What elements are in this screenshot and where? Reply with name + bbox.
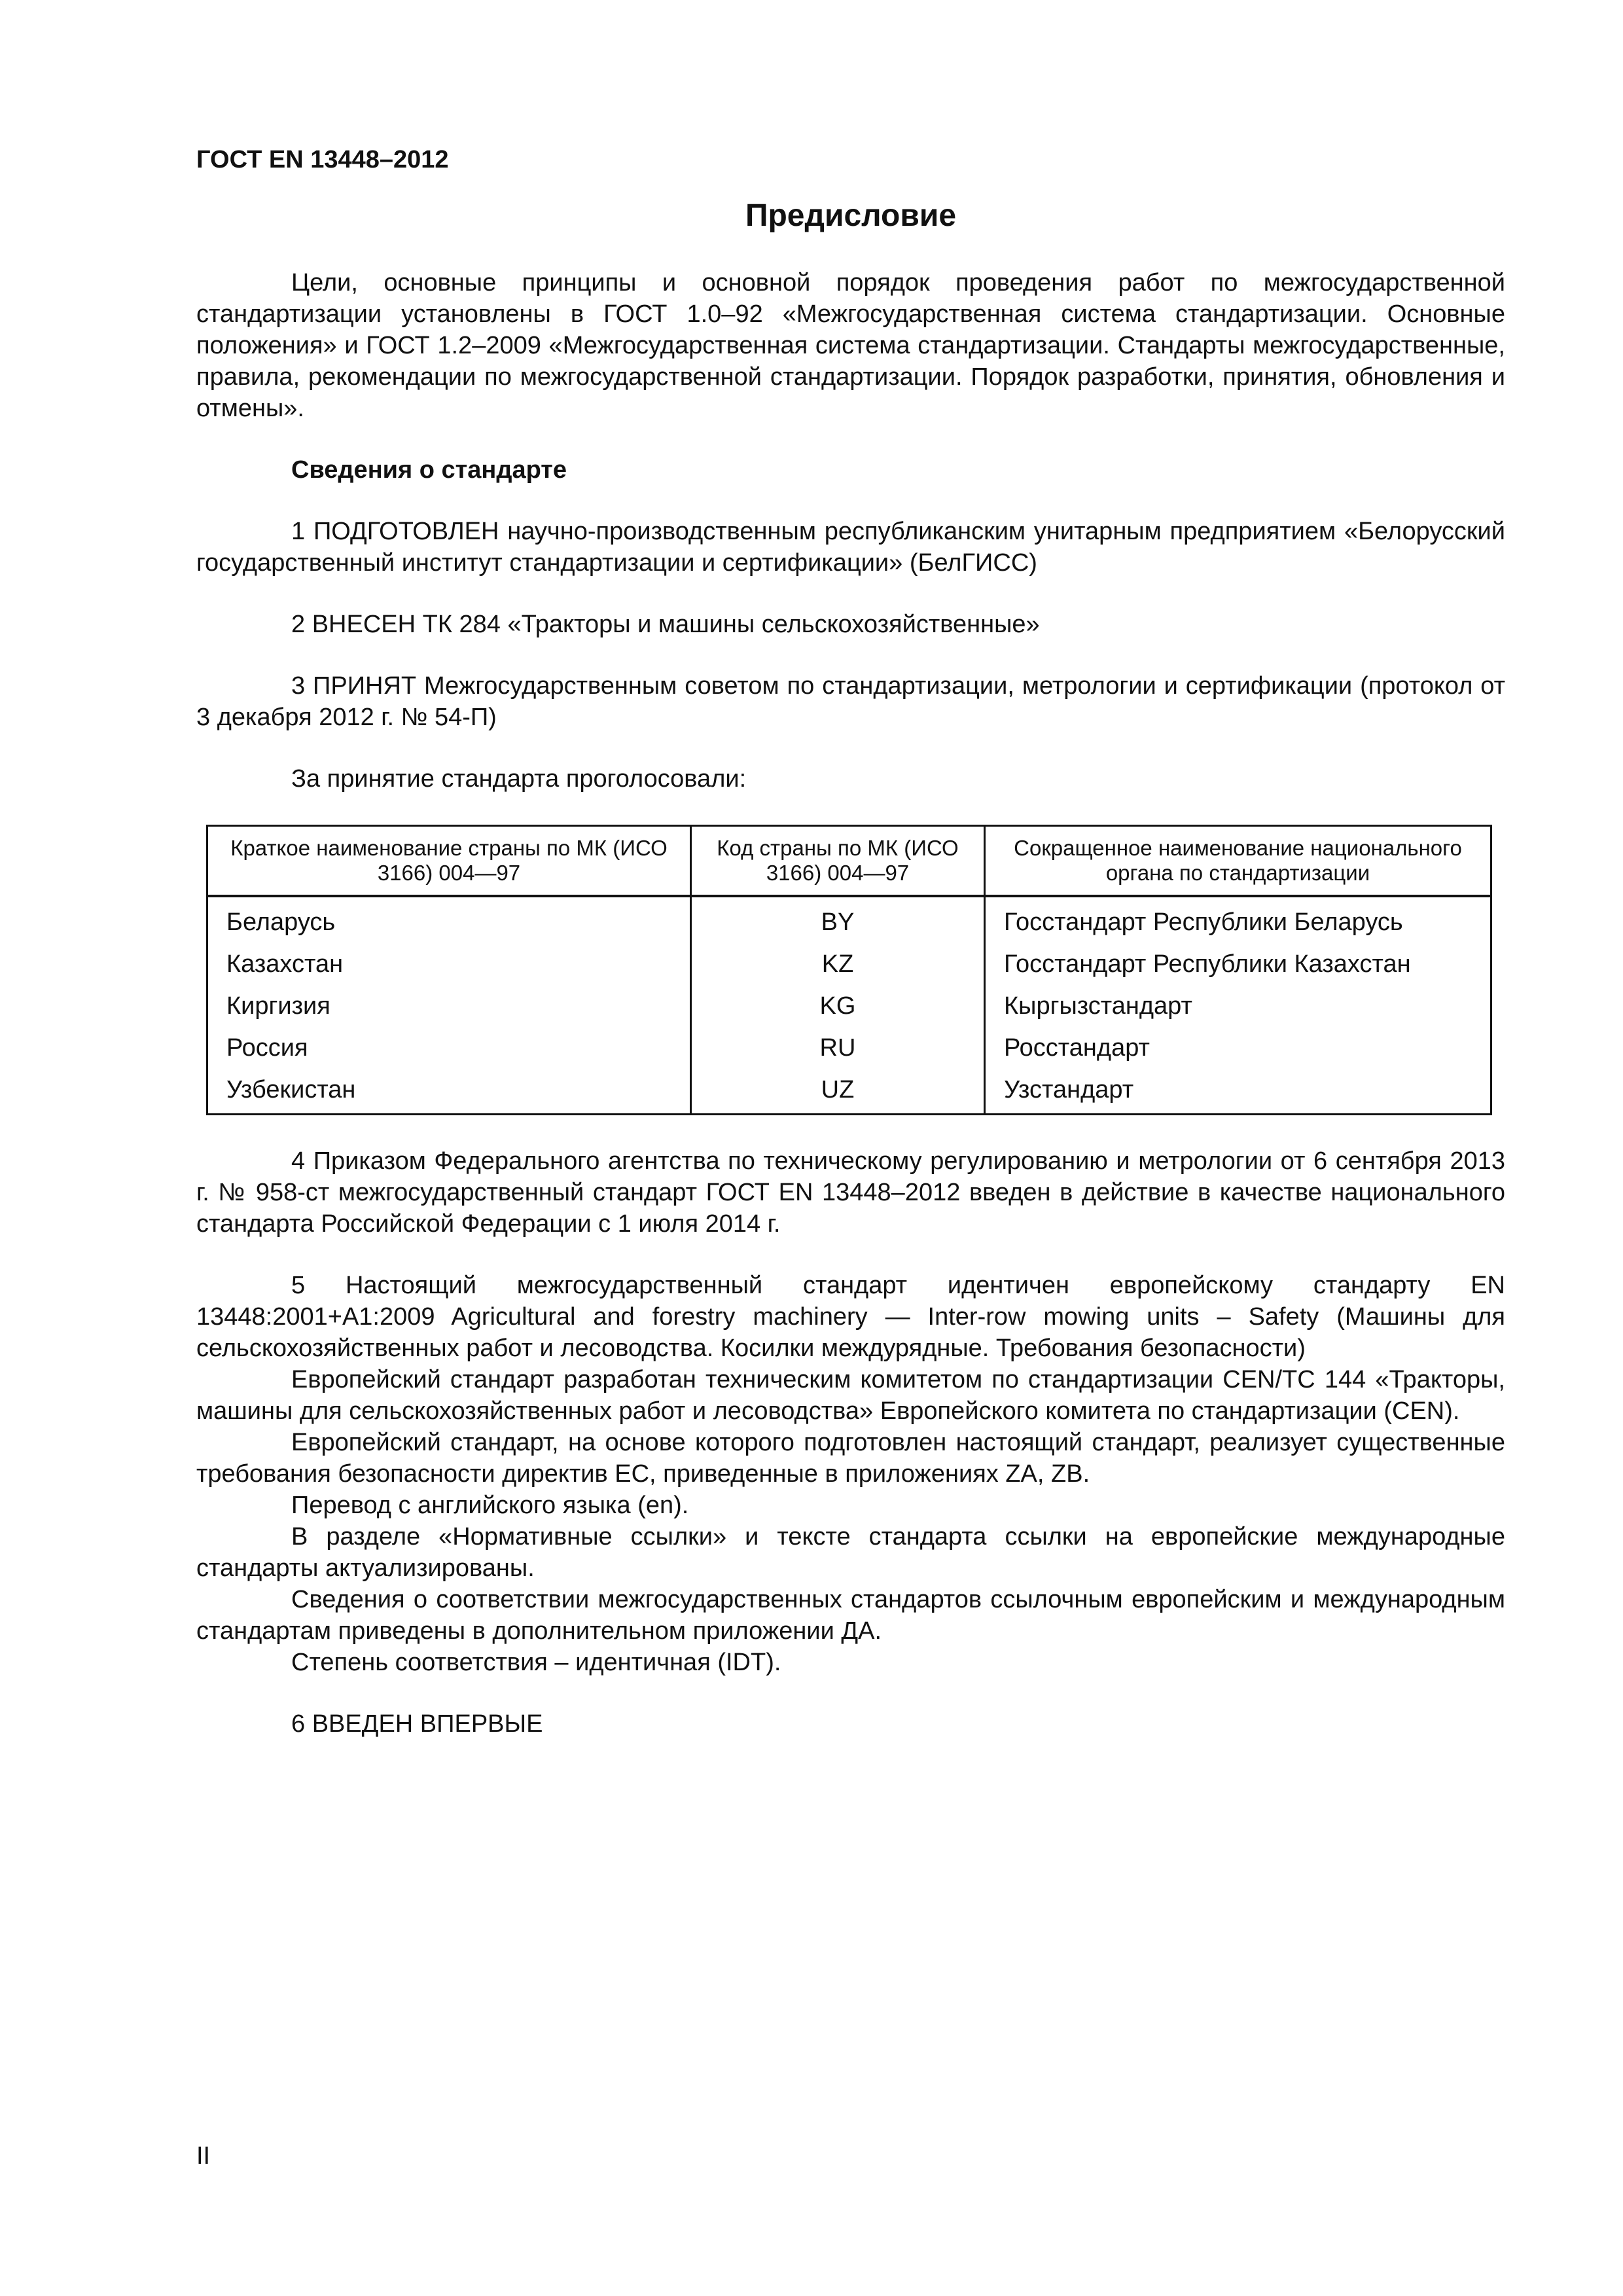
page-title: Предисловие — [745, 198, 957, 233]
table-header-row — [207, 826, 1491, 897]
item-5-paragraph-6: Сведения о соответствии межгосударственных стандартов ссылочным европейским и международным стандартам приведены в дополнительном приложении ДА. — [196, 1586, 1505, 1645]
cell-country: Казахстан — [207, 943, 691, 985]
cell-country: Киргизия — [207, 985, 691, 1027]
item-1: 1 ПОДГОТОВЛЕН научно-производственным республиканским унитарным предприятием «Белорусский государственный институт стандартизации и сертификации» (БелГИСС) — [196, 518, 1505, 577]
cell-code: KZ — [691, 943, 985, 985]
table-row — [207, 985, 1491, 1027]
cell-body: Госстандарт Республики Беларусь — [1004, 908, 1403, 936]
cell-code: RU — [691, 1027, 985, 1069]
cell-body: Госстандарт Республики Казахстан — [1004, 950, 1411, 978]
cell-country: Беларусь — [207, 896, 691, 943]
cell-code: KG — [691, 985, 985, 1027]
item-5-paragraph-7: Степень соответствия – идентичная (IDT). — [291, 1649, 781, 1676]
item-5-paragraph-4: Перевод с английского языка (en). — [291, 1492, 689, 1519]
table-row — [207, 943, 1491, 985]
item-4: 4 Приказом Федерального агентства по техническому регулированию и метрологии от 6 сентября 2013 г. № 958-ст межгосударственный стандарт ГОСТ EN 13448–2012 введен в действие в качестве национального стандарта Российской Федерации с 1 июля 2014 г. — [196, 1147, 1505, 1238]
document-page — [196, 144, 1505, 2173]
cell-code: BY — [691, 896, 985, 943]
item-5-paragraph-2: Европейский стандарт разработан техническим комитетом по стандартизации CEN/TC 144 «Тракторы, машины для сельскохозяйственных работ и лесоводства» Европейского комитета по стандартизации (CEN). — [196, 1366, 1505, 1425]
table-row — [207, 1069, 1491, 1115]
header-country: Краткое наименование страны по МК (ИСО 3166) 004—97 — [207, 826, 691, 897]
cell-body: Росстандарт — [1004, 1034, 1150, 1062]
cell-country: Россия — [207, 1027, 691, 1069]
page-number: II — [196, 2142, 211, 2170]
voted-line: За принятие стандарта проголосовали: — [291, 765, 747, 793]
item-3: 3 ПРИНЯТ Межгосударственным советом по стандартизации, метрологии и сертификации (протокол от 3 декабря 2012 г. № 54-П) — [196, 672, 1505, 731]
cell-code: UZ — [691, 1069, 985, 1115]
cell-country: Узбекистан — [207, 1069, 691, 1115]
header-code: Код страны по МК (ИСО 3166) 004—97 — [691, 826, 985, 897]
countries-table — [206, 825, 1492, 1115]
item-5-paragraph-1: 5 Настоящий межгосударственный стандарт идентичен европейскому стандарту EN 13448:2001+A1:2009 Agricultural and forestry machinery — Inter-row mowing units – Safety (Машины для сельскохозяйственных работ и лесоводства. Косилки междурядные. Требования безопасности) — [196, 1272, 1505, 1362]
item-5-paragraph-3: Европейский стандарт, на основе которого подготовлен настоящий стандарт, реализует существенные требования безопасности директив ЕС, приведенные в приложениях ZA, ZB. — [196, 1429, 1505, 1488]
intro-paragraph: Цели, основные принципы и основной порядок проведения работ по межгосударственной стандартизации установлены в ГОСТ 1.0–92 «Межгосударственная система стандартизации. Основные положения» и ГОСТ 1.2–2009 «Межгосударственная система стандартизации. Стандарты межгосударственные, правила, рекомендации по межгосударственной стандартизации. Порядок разработки, принятия, обновления и отмены». — [196, 269, 1505, 422]
item-2: 2 ВНЕСЕН ТК 284 «Тракторы и машины сельскохозяйственные» — [291, 611, 1040, 638]
table-row — [207, 1027, 1491, 1069]
header-body: Сокращенное наименование национального органа по стандартизации — [985, 826, 1491, 897]
table-row — [207, 896, 1491, 943]
item-6: 6 ВВЕДЕН ВПЕРВЫЕ — [291, 1710, 543, 1738]
cell-body: Кыргызстандарт — [1004, 992, 1192, 1020]
item-5-paragraph-5: В разделе «Нормативные ссылки» и тексте стандарта ссылки на европейские международные стандарты актуализированы. — [196, 1523, 1505, 1582]
info-heading: Сведения о стандарте — [291, 456, 567, 484]
cell-body: Узстандарт — [1004, 1076, 1134, 1103]
document-code: ГОСТ EN 13448–2012 — [196, 146, 449, 173]
